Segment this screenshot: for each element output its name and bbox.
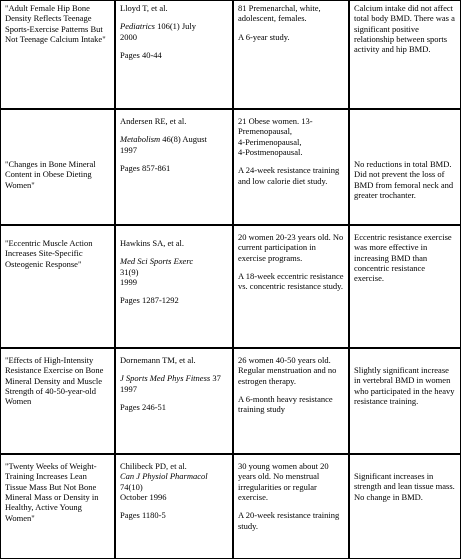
citation-cell	[115, 0, 233, 109]
design-text: A 6-year study.	[238, 31, 290, 42]
subjects-cell	[233, 454, 349, 559]
citation-issue: 106(1) July 2000	[120, 21, 197, 42]
results-text: Eccentric resistance exercise was more effective in increasing BMD than concentric resistance exercise.	[354, 232, 452, 284]
results-cell	[349, 109, 461, 225]
study-title-cell	[0, 0, 115, 109]
citation-pages: Pages 40-44	[120, 50, 162, 61]
results-cell	[349, 0, 461, 109]
results-text: Calcium intake did not affect total body BMD. There was a significant positive relationship between sports activity and hip BMD.	[354, 3, 455, 55]
study-title: "Changes in Bone Mineral Content in Obese Dieting Women"	[5, 159, 96, 190]
study-title: "Effects of High-Intensity Resistance Exercise on Bone Mineral Density and Muscle Strength of 40-50-year-old Women	[5, 355, 104, 407]
subjects-text: 21 Obese women. 13-Premenopausal, 4-Perimenopausal, 4-Postmenopausal.	[238, 116, 313, 158]
study-title-cell	[0, 454, 115, 559]
study-title: "Eccentric Muscle Action Increases Site-Specific Osteogenic Response"	[5, 238, 93, 269]
citation-author: Andersen RE, et al.	[120, 116, 187, 126]
citation-author: Hawkins SA, et al.	[120, 238, 184, 248]
results-cell	[349, 225, 461, 348]
results-text: No reductions in total BMD. Did not prevent the loss of BMD from femoral neck and greater trochanter.	[354, 159, 454, 201]
design-text: A 20-week resistance training study.	[238, 510, 340, 531]
results-cell	[349, 454, 461, 559]
results-text: Significant increases in strength and lean tissue mass. No change in BMD.	[354, 471, 455, 502]
subjects-text: 26 women 40-50 years old. Regular menstruation and no estrogen therapy.	[238, 355, 337, 386]
citation-author: Dornemann TM, et al.	[120, 355, 196, 365]
study-title-cell	[0, 109, 115, 225]
results-text: Slightly significant increase in vertebral BMD in women who participated in the heavy resistance training.	[354, 365, 455, 407]
citation-journal: Metabolism	[120, 134, 161, 145]
subjects-cell	[233, 0, 349, 109]
citation-issue: 31(9) 1999	[120, 266, 139, 288]
citation-pages: Pages 1287-1292	[120, 295, 179, 306]
citation-journal: Can J Physiol Pharmacol	[120, 471, 208, 482]
citation-cell	[115, 454, 233, 559]
subjects-text: 20 women 20-23 years old. No current participation in exercise programs.	[238, 232, 344, 263]
study-title: "Twenty Weeks of Weight-Training Increases Lean Tissue Mass But Not Bone Mineral Mass or Density in Healthy, Active Young Women"	[5, 461, 99, 523]
citation-issue: 37 1997	[120, 373, 221, 394]
citation-journal: Pediatrics	[120, 21, 155, 32]
subjects-cell	[233, 225, 349, 348]
subjects-text: 81 Premenarchal, white, adolescent, females.	[238, 3, 321, 24]
design-text: A 18-week eccentric resistance vs. concentric resistance study.	[238, 271, 344, 292]
citation-issue: 46(8) August 1997	[120, 134, 207, 155]
citation-journal: Med Sci Sports Exerc	[120, 256, 194, 267]
study-title-cell	[0, 348, 115, 454]
design-text: A 24-week resistance training and low calorie diet study.	[238, 165, 340, 186]
citation-pages: Pages 857-861	[120, 163, 171, 174]
subjects-cell	[233, 348, 349, 454]
citation-pages: Pages 1180-5	[120, 510, 166, 521]
citation-cell	[115, 348, 233, 454]
citation-cell	[115, 225, 233, 348]
results-cell	[349, 348, 461, 454]
subjects-cell	[233, 109, 349, 225]
study-title: "Adult Female Hip Bone Density Reflects Teenage Sports-Exercise Patterns But Not Teenage Calcium Intake"	[5, 3, 106, 45]
study-title-cell	[0, 225, 115, 348]
citation-journal: J Sports Med Phys Fitness	[120, 373, 211, 384]
subjects-text: 30 young women about 20 years old. No menstrual irregularities or regular exercise.	[238, 461, 329, 503]
citation-author: Chilibeck PD, et al.	[120, 461, 187, 471]
citation-pages: Pages 246-51	[120, 402, 167, 413]
citation-issue: 74(10) October 1996	[120, 481, 167, 503]
citation-author: Lloyd T, et al.	[120, 3, 168, 13]
citation-cell	[115, 109, 233, 225]
design-text: A 6-month heavy resistance training study	[238, 394, 333, 415]
